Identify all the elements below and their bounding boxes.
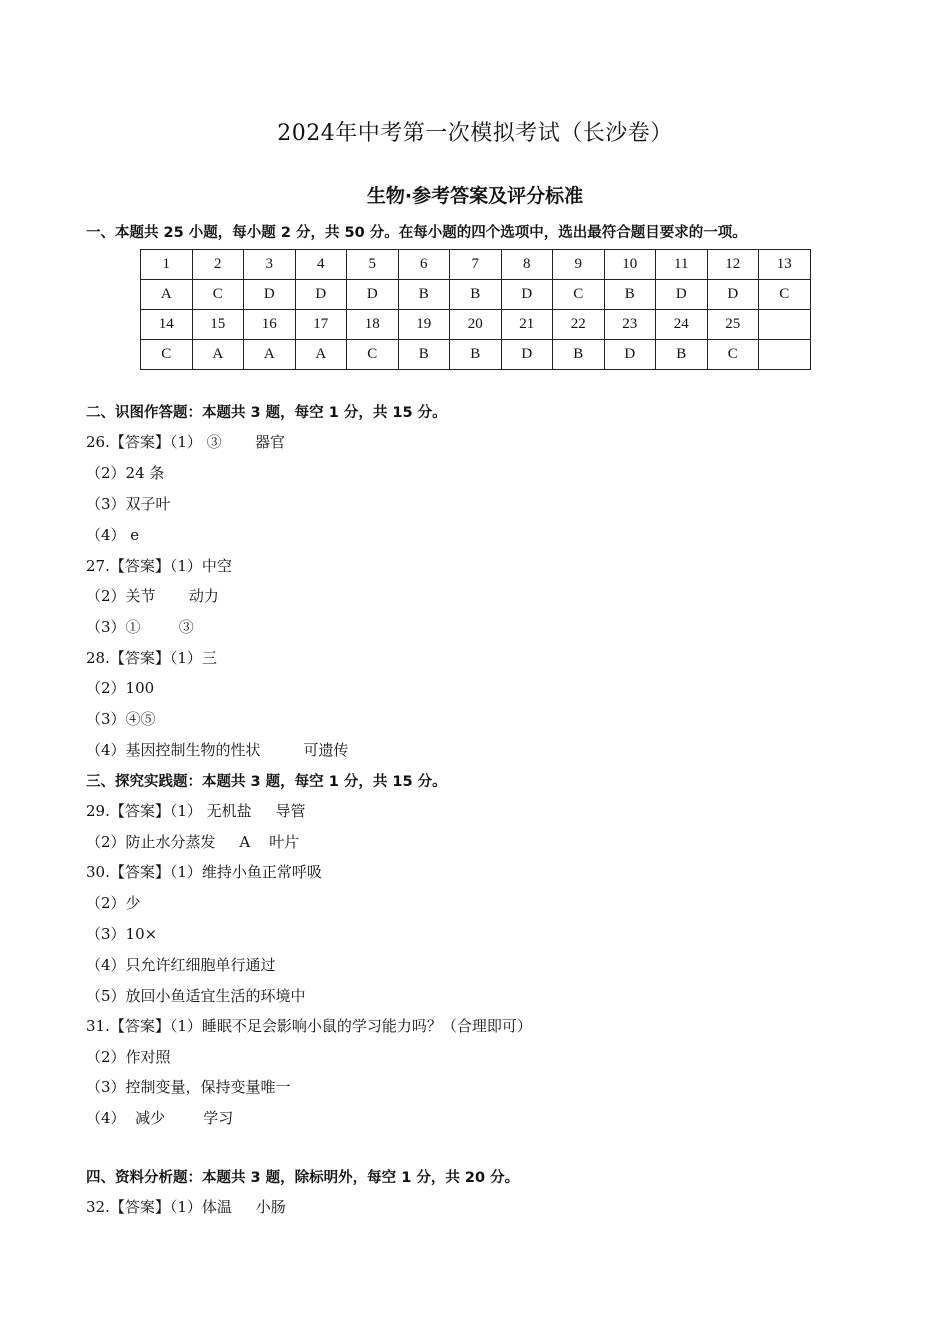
answer-line-31-1: 31.【答案】（1）睡眠不足会影响小鼠的学习能力吗？（合理即可） <box>86 1017 532 1035</box>
section-3-heading: 三、探究实践题：本题共 3 题，每空 1 分，共 15 分。 <box>86 774 447 790</box>
table-cell: D <box>295 280 347 310</box>
answer-line-28-4: （4）基因控制生物的性状 可遗传 <box>86 741 349 759</box>
table-cell: B <box>450 280 502 310</box>
table-cell: 12 <box>707 250 759 280</box>
table-cell: C <box>192 280 244 310</box>
table-cell: 4 <box>295 250 347 280</box>
document-subtitle: 生物·参考答案及评分标准 <box>366 185 584 207</box>
table-cell: 17 <box>295 310 347 340</box>
answer-line-28-2: （2）100 <box>86 679 155 697</box>
answer-line-31-3: （3）控制变量，保持变量唯一 <box>86 1078 291 1096</box>
answer-line-26-2: （2）24 条 <box>86 464 165 482</box>
answer-line-30-2: （2）少 <box>86 894 141 912</box>
table-cell: 18 <box>347 310 399 340</box>
answer-line-26-3: （3）双子叶 <box>86 495 171 513</box>
answer-line-28-1: 28.【答案】（1）三 <box>86 649 217 667</box>
table-cell: D <box>604 340 656 370</box>
section-1-heading: 一、本题共 25 小题，每小题 2 分，共 50 分。在每小题的四个选项中，选出最符合题目要求的一项。 <box>86 225 747 241</box>
table-cell: D <box>501 340 553 370</box>
section-2-heading: 二、识图作答题：本题共 3 题，每空 1 分，共 15 分。 <box>86 405 447 421</box>
answer-line-27-2: （2）关节 动力 <box>86 587 219 605</box>
answer-line-27-3: （3）① ③ <box>86 618 194 636</box>
table-cell: C <box>707 340 759 370</box>
table-cell: C <box>759 280 811 310</box>
section-4-heading: 四、资料分析题：本题共 3 题，除标明外，每空 1 分，共 20 分。 <box>86 1170 520 1186</box>
answer-line-31-2: （2）作对照 <box>86 1048 171 1066</box>
table-cell: D <box>707 280 759 310</box>
answer-line-29-1: 29.【答案】（1） 无机盐 导管 <box>86 802 306 820</box>
table-cell: 1 <box>141 250 193 280</box>
table-row <box>141 340 811 370</box>
table-cell: 23 <box>604 310 656 340</box>
table-cell: 24 <box>656 310 708 340</box>
table-cell: 2 <box>192 250 244 280</box>
table-cell: 13 <box>759 250 811 280</box>
table-cell: B <box>398 280 450 310</box>
answer-line-30-4: （4）只允许红细胞单行通过 <box>86 956 276 974</box>
answer-line-28-3: （3）④⑤ <box>86 710 156 728</box>
table-cell: A <box>295 340 347 370</box>
table-cell: 16 <box>244 310 296 340</box>
table-row <box>141 310 811 340</box>
table-cell: 19 <box>398 310 450 340</box>
answer-line-26-1: 26.【答案】（1） ③ 器官 <box>86 433 286 451</box>
table-cell: B <box>553 340 605 370</box>
table-cell: A <box>192 340 244 370</box>
table-cell: A <box>244 340 296 370</box>
table-cell: 9 <box>553 250 605 280</box>
answer-line-26-4: （4） e <box>86 526 140 544</box>
answer-line-27-1: 27.【答案】（1）中空 <box>86 557 232 575</box>
answer-line-31-4: （4） 减少 学习 <box>86 1109 234 1127</box>
table-cell: A <box>141 280 193 310</box>
answer-line-30-1: 30.【答案】（1）维持小鱼正常呼吸 <box>86 863 322 881</box>
document-title: 2024年中考第一次模拟考试（长沙卷） <box>277 121 673 146</box>
table-cell: B <box>604 280 656 310</box>
table-cell: 3 <box>244 250 296 280</box>
table-cell: C <box>553 280 605 310</box>
table-cell: D <box>244 280 296 310</box>
table-cell: 6 <box>398 250 450 280</box>
table-cell: 5 <box>347 250 399 280</box>
table-row <box>141 280 811 310</box>
table-cell: 15 <box>192 310 244 340</box>
table-cell: 8 <box>501 250 553 280</box>
answer-line-30-5: （5）放回小鱼适宜生活的环境中 <box>86 987 306 1005</box>
table-cell: D <box>656 280 708 310</box>
table-cell: B <box>398 340 450 370</box>
table-cell <box>759 340 811 370</box>
table-cell: 22 <box>553 310 605 340</box>
table-cell: B <box>656 340 708 370</box>
table-row <box>141 250 811 280</box>
answer-line-32-1: 32.【答案】（1）体温 小肠 <box>86 1198 286 1216</box>
table-cell: 25 <box>707 310 759 340</box>
table-cell: C <box>141 340 193 370</box>
table-cell: 14 <box>141 310 193 340</box>
table-cell: C <box>347 340 399 370</box>
answer-table <box>140 249 811 370</box>
answer-line-29-2: （2）防止水分蒸发 A 叶片 <box>86 833 300 851</box>
table-cell <box>759 310 811 340</box>
table-cell: D <box>347 280 399 310</box>
table-cell: B <box>450 340 502 370</box>
table-cell: D <box>501 280 553 310</box>
table-cell: 10 <box>604 250 656 280</box>
table-cell: 7 <box>450 250 502 280</box>
answer-line-30-3: （3）10× <box>86 925 158 943</box>
table-cell: 20 <box>450 310 502 340</box>
table-cell: 21 <box>501 310 553 340</box>
table-cell: 11 <box>656 250 708 280</box>
